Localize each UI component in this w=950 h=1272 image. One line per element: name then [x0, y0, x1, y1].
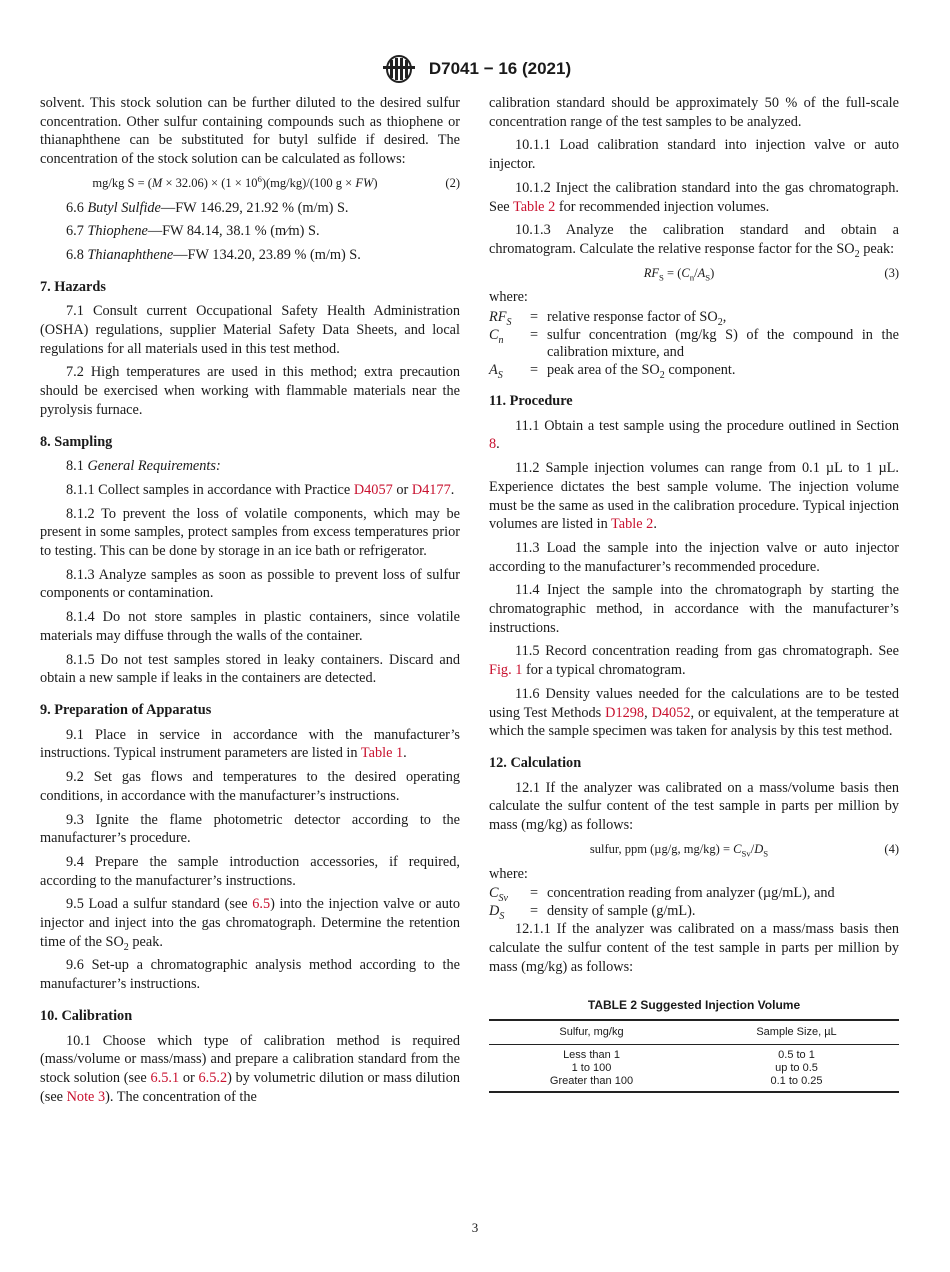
- variable-symbol: [489, 327, 521, 362]
- page-header: [0, 55, 950, 83]
- cross-reference-link[interactable]: 8: [489, 436, 497, 453]
- equation: [40, 174, 460, 193]
- cross-reference-link[interactable]: Table 1: [360, 745, 404, 762]
- text: —FW 84.14, 38.1 % (m⁄m) S.: [147, 223, 320, 240]
- paragraph: [40, 363, 460, 419]
- paragraph: [40, 302, 460, 358]
- equation-number: (4): [884, 841, 899, 856]
- variable-symbol: [489, 885, 521, 903]
- paragraph: [40, 1032, 460, 1107]
- text: 11.2 Sample injection volumes can range from 0.1 µL to 1 µL. Experience dictates the best sample volume. The injection volume must be the same as used in the calibration procedure. Typical injection volumes are listed in: [489, 460, 899, 533]
- paragraph: [489, 221, 899, 258]
- text: 11.1 Obtain a test sample using the procedure outlined in Section: [515, 417, 899, 434]
- column-header: Sample Size, µL: [694, 1020, 899, 1044]
- paragraph: [40, 811, 460, 848]
- paragraph: [40, 457, 460, 476]
- text: 10.1.2 Inject the calibration standard into the gas chromatograph. See: [489, 179, 899, 215]
- astm-logo-icon: [379, 55, 419, 83]
- subscript: S: [497, 369, 503, 381]
- text: —FW 146.29, 21.92 % (m/m) S.: [160, 199, 349, 216]
- text: ): [710, 265, 715, 280]
- subscript: 2: [659, 369, 665, 381]
- right-column: [489, 94, 899, 1093]
- italic-text: RF: [643, 265, 660, 280]
- text: 8.1.4 Do not store samples in plastic containers, since volatile materials may diffuse through the walls of the container.: [40, 609, 460, 644]
- italic-text: C: [681, 265, 690, 280]
- subscript: n: [498, 334, 504, 346]
- text: 8.1.1 Collect samples in accordance with Practice: [66, 481, 354, 498]
- table-cell: 1 to 100: [571, 1061, 612, 1074]
- equals-sign: =: [529, 309, 539, 326]
- text: 10.1.3 Analyze the calibration standard and obtain a chromatogram. Calculate the relative response factor for the SO: [489, 222, 899, 257]
- text: 8.1.5 Do not test samples stored in leaky containers. Discard and obtain a new sample if leaks in the containers are detected.: [40, 651, 460, 687]
- paragraph: [40, 222, 460, 241]
- equation: [489, 264, 899, 283]
- equation-body: [489, 264, 869, 283]
- subscript: 2: [123, 941, 129, 953]
- table-caption: TABLE 2 Suggested Injection Volume: [587, 998, 801, 1013]
- subscript: S: [659, 272, 664, 283]
- paragraph: [40, 956, 460, 993]
- text: where:: [489, 289, 528, 306]
- section-heading: [489, 392, 899, 411]
- text: mg/kg S = (: [92, 175, 152, 190]
- subscript: S: [499, 910, 505, 922]
- text: 9.2 Set gas flows and temperatures to the desired operating conditions, in accordance with the manufacturer’s instructions.: [40, 769, 460, 804]
- subscript: S: [705, 272, 711, 283]
- paragraph: [489, 539, 899, 576]
- text: 9.4 Prepare the sample introduction accessories, if required, according to the manufacturer’s instructions.: [40, 853, 460, 889]
- section-heading: [40, 701, 460, 720]
- text: /: [694, 265, 698, 280]
- equation-body: [489, 840, 869, 859]
- text: 6.7: [66, 223, 88, 240]
- text: ,: [722, 309, 727, 326]
- text: solvent. This stock solution can be further diluted to the desired sulfur concentration. Other sulfur containing compounds such as thiophene or thianaphthene can be substituted for butyl sulfide if desired. The concentration of the stock solution can be calculated as follows:: [40, 95, 460, 168]
- text: 7. Hazards: [40, 278, 106, 295]
- subscript: n: [689, 272, 695, 283]
- text: 6.6: [66, 199, 88, 216]
- variable-description: [547, 362, 899, 380]
- where-label: [489, 288, 899, 307]
- text: D: [489, 902, 500, 919]
- variable-description: [547, 309, 899, 327]
- variable-definition: [489, 362, 899, 380]
- paragraph: [40, 246, 460, 265]
- text: 11.3 Load the sample into the injection valve or auto injector according to the manufacturer’s recommended procedure.: [489, 539, 899, 575]
- text: 8.1.2 To prevent the loss of volatile components, which may be present in some samples, protect samples from excess temperatures prior to testing. This can be done by storage in an ice bath or refrigerator.: [40, 505, 460, 560]
- where-label: [489, 865, 899, 884]
- paragraph: [40, 481, 460, 500]
- section-heading: [40, 1007, 460, 1026]
- text: sulfur, ppm (µg/g, mg/kg) =: [589, 841, 734, 856]
- paragraph: [40, 651, 460, 688]
- text: 10.1.1 Load calibration standard into injection valve or auto injector.: [489, 137, 899, 173]
- text: 12. Calculation: [489, 754, 582, 771]
- text: 9.1 Place in service in accordance with the manufacturer’s instructions. Typical instrument parameters are listed in: [40, 726, 460, 762]
- text: ) into the injection valve or auto injector and inject into the gas chromatograph. Determine the retention time of the SO: [40, 896, 460, 950]
- equals-sign: =: [529, 326, 539, 343]
- italic-text: M: [151, 175, 163, 190]
- variable-description: [547, 327, 899, 362]
- section-heading: [489, 754, 899, 773]
- text: ): [373, 175, 378, 190]
- text: for a typical chromatogram.: [522, 662, 686, 679]
- italic-text: A: [697, 265, 706, 280]
- paragraph: [489, 642, 899, 679]
- subscript: 2: [717, 316, 723, 328]
- variable-symbol: [489, 903, 521, 921]
- text: sulfur concentration (mg/kg S) of the compound in the calibration mixture, and: [547, 326, 899, 361]
- text: ) by volumetric dilution or mass dilution (see: [40, 1069, 461, 1105]
- text: .: [450, 481, 455, 498]
- text: A: [489, 361, 498, 378]
- text: C: [489, 326, 499, 343]
- variable-description: [547, 885, 899, 903]
- paragraph: [489, 94, 899, 131]
- text: 8.1.3 Analyze samples as soon as possible to prevent loss of sulfur components or contamination.: [40, 566, 460, 602]
- text: 6.8: [66, 246, 88, 263]
- paragraph: [489, 179, 899, 216]
- table-row: [489, 1044, 899, 1062]
- column-header: Sulfur, mg/kg: [489, 1020, 694, 1044]
- cross-reference-link[interactable]: Table 2: [512, 198, 556, 215]
- equation-number: (2): [445, 175, 460, 190]
- italic-text: FW: [355, 175, 374, 190]
- subscript: Sv: [498, 893, 508, 905]
- text: 10.1 Choose which type of calibration method is required (mass/volume or mass/mass) and prepare a calibration standard from the stock solution (see: [40, 1032, 460, 1086]
- text: 11. Procedure: [489, 393, 573, 410]
- text: ). The concentration of the: [105, 1088, 257, 1105]
- italic-text: General Requirements:: [87, 458, 221, 475]
- cross-reference-link[interactable]: D1298: [605, 704, 645, 721]
- text: relative response factor of SO: [547, 309, 718, 326]
- paragraph: [40, 608, 460, 645]
- paragraph: [40, 505, 460, 561]
- text: 9.5 Load a sulfur standard (see: [66, 896, 253, 913]
- cross-reference-link[interactable]: Fig. 1: [489, 662, 523, 679]
- text: or: [392, 481, 412, 498]
- paragraph: [40, 768, 460, 805]
- italic-text: D: [754, 841, 764, 856]
- paragraph: [489, 417, 899, 454]
- text: 7.2 High temperatures are used in this method; extra precaution should be exercised when working with flammable materials near the pyrolysis furnace.: [40, 364, 460, 418]
- cross-reference-link[interactable]: Note 3: [66, 1088, 106, 1105]
- paragraph: [40, 94, 460, 169]
- text: 8.1: [66, 458, 88, 475]
- cross-reference-link[interactable]: 6.5.1: [150, 1069, 180, 1086]
- variable-symbol: [489, 362, 521, 380]
- subscript: 2: [854, 248, 860, 260]
- table-cell: Less than 1: [563, 1048, 620, 1061]
- cross-reference-link[interactable]: Table 2: [611, 516, 654, 533]
- text: where:: [489, 865, 528, 882]
- text: ,: [644, 704, 652, 721]
- text: 8. Sampling: [40, 433, 113, 450]
- page-number: 3: [471, 1220, 479, 1235]
- text: concentration reading from analyzer (µg/mL), and: [547, 885, 835, 902]
- text: peak:: [859, 240, 895, 257]
- text: .: [653, 516, 657, 533]
- paragraph: [40, 566, 460, 603]
- table-cell: Greater than 100: [549, 1074, 634, 1087]
- text: RF: [489, 309, 507, 326]
- text: )(mg/kg)/(100 g ×: [261, 175, 356, 190]
- document-designation: D7041 − 16 (2021): [428, 59, 572, 78]
- variable-definition: [489, 903, 899, 921]
- table-cell: 0.1 to 0.25: [770, 1074, 823, 1087]
- section-heading: [40, 278, 460, 297]
- equation-body: [40, 174, 430, 193]
- variable-description: [547, 903, 899, 921]
- variable-definition: [489, 309, 899, 327]
- cross-reference-link[interactable]: 6.5: [252, 896, 271, 913]
- cross-reference-link[interactable]: 6.5.2: [198, 1069, 228, 1086]
- variable-definition: [489, 885, 899, 903]
- text: 11.4 Inject the sample into the chromatograph by starting the chromatographic method, in accordance with the manufacturer’s instructions.: [489, 582, 899, 636]
- text: C: [489, 885, 499, 902]
- cross-reference-link[interactable]: D4057: [353, 481, 393, 498]
- subscript: S: [506, 316, 512, 328]
- table-row: [489, 1075, 899, 1092]
- paragraph: [40, 853, 460, 890]
- subscript: S: [763, 848, 769, 859]
- text: 11.5 Record concentration reading from gas chromatograph. See: [515, 643, 899, 660]
- section-heading: [40, 433, 460, 452]
- paragraph: [489, 920, 899, 976]
- paragraph: [489, 779, 899, 835]
- paragraph: [489, 581, 899, 637]
- paragraph: [489, 459, 899, 534]
- text: × 32.06) × (1 × 10: [162, 175, 258, 190]
- variable-symbol: [489, 309, 521, 327]
- variable-definition: [489, 327, 899, 362]
- left-column: [40, 94, 460, 1111]
- text: 12.1 If the analyzer was calibrated on a mass/volume basis then calculate the sulfur content of the test sample in parts per million by mass (mg/kg) as follows:: [489, 779, 899, 834]
- paragraph: [489, 136, 899, 173]
- text: peak area of the SO: [547, 361, 660, 378]
- table-row: [489, 1062, 899, 1075]
- table-2: [489, 996, 899, 1092]
- text: /: [750, 841, 755, 856]
- text: for recommended injection volumes.: [555, 198, 770, 215]
- cross-reference-link[interactable]: D4052: [651, 704, 691, 721]
- text: calibration standard should be approximately 50 % of the full-scale concentration range of the test samples to be analyzed.: [489, 95, 899, 130]
- text: 9. Preparation of Apparatus: [40, 701, 212, 718]
- text: 10. Calibration: [40, 1007, 133, 1024]
- text: density of sample (g/mL).: [547, 902, 696, 919]
- italic-text: Thianaphthene: [87, 246, 174, 263]
- text: , or equivalent, at the temperature at which the sample specimen was taken for analysis by this test method.: [489, 704, 899, 740]
- text: 12.1.1 If the analyzer was calibrated on a mass/mass basis then calculate the sulfur content of the test sample in parts per million by mass (mg/kg) as follows:: [489, 921, 899, 975]
- text: 9.3 Ignite the flame photometric detector according to the manufacturer’s procedure.: [40, 811, 460, 847]
- text: —FW 134.20, 23.89 % (m/m) S.: [173, 246, 361, 263]
- text: .: [496, 436, 500, 453]
- equals-sign: =: [529, 902, 539, 919]
- text: 7.1 Consult current Occupational Safety Health Administration (OSHA) regulations, supplier Material Safety Data Sheets, and local regulations for all materials used in this test method.: [40, 303, 460, 357]
- table-cell: up to 0.5: [775, 1061, 818, 1074]
- equals-sign: =: [529, 885, 539, 902]
- italic-text: Butyl Sulfide: [87, 199, 161, 216]
- table-cell: 0.5 to 1: [778, 1048, 815, 1061]
- text: = (: [663, 265, 682, 280]
- equation-number: (3): [884, 265, 899, 280]
- text: component.: [664, 361, 736, 378]
- subscript: Sv: [741, 848, 751, 859]
- cross-reference-link[interactable]: D4177: [411, 481, 451, 498]
- paragraph: [40, 726, 460, 763]
- paragraph: [40, 895, 460, 951]
- paragraph: [489, 685, 899, 741]
- equals-sign: =: [529, 361, 539, 378]
- superscript: 6: [257, 173, 262, 184]
- text: 9.6 Set-up a chromatographic analysis method according to the manufacturer’s instructions.: [40, 957, 460, 993]
- italic-text: C: [733, 841, 742, 856]
- italic-text: Thiophene: [87, 223, 148, 240]
- text: 11.6 Density values needed for the calculations are to be tested using Test Methods: [489, 685, 899, 721]
- text: peak.: [128, 933, 163, 950]
- equation: [489, 840, 899, 859]
- paragraph: [40, 199, 460, 218]
- text: or: [179, 1069, 199, 1086]
- text: .: [403, 745, 407, 762]
